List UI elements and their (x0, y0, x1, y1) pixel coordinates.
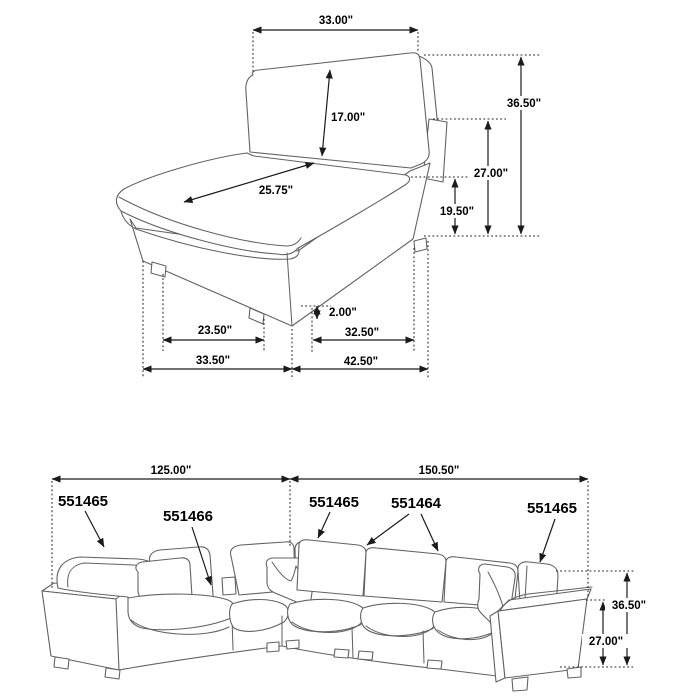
chair-seat-diagonal-label: 25.75" (258, 185, 294, 197)
chair-back-width-label: 33.00" (318, 15, 354, 27)
sku-armless-modules-right: 551464 (390, 495, 442, 512)
sku-right-arm-module: 551465 (526, 500, 578, 517)
sectional-left-length-label: 125.00" (150, 465, 192, 477)
sectional-right-length-label: 150.50" (418, 465, 460, 477)
chair-leg-height-label: 2.00" (329, 307, 357, 319)
armless-chair-figure (116, 15, 547, 378)
chair-back-cushion-height-label: 17.00" (331, 112, 366, 124)
sectional-arm-height-label: 27.00" (588, 636, 624, 648)
sku-corner-module: 551465 (308, 494, 360, 511)
chair-base-depth-label: 32.50" (344, 327, 380, 339)
sku-armless-module-left: 551466 (162, 508, 214, 525)
sectional-figure (42, 465, 654, 691)
chair-base-width-label: 23.50" (197, 325, 233, 337)
chair-overall-height-label: 36.50" (506, 98, 542, 110)
chair-seat-height-label: 19.50" (439, 206, 475, 218)
sectional-drawing (42, 540, 592, 691)
chair-back-rail-height-label: 27.00" (473, 168, 509, 180)
sectional-overall-height-label: 36.50" (611, 600, 647, 612)
chair-overall-depth-label: 42.50" (343, 356, 379, 368)
sku-left-arm-module: 551465 (57, 493, 109, 510)
chair-overall-width-label: 33.50" (195, 355, 231, 367)
